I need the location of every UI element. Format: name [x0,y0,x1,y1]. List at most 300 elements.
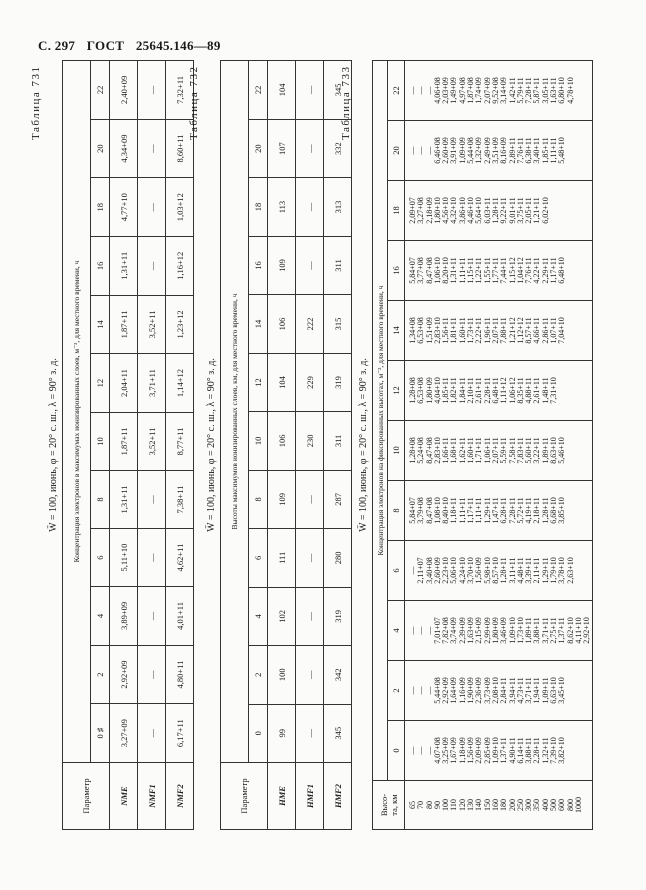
column-value: 1,79+10 [549,557,559,584]
column-value: 1,67+09 [449,737,459,764]
table-row [324,61,352,830]
column-value: 1,37+11 [557,617,567,644]
value-cell: 1,03+12 [166,178,194,237]
column-value: 2,89+11 [507,137,517,164]
column-value: 1,09+09 [457,137,467,164]
column-value: — [424,686,434,695]
column-value: 1,16+09 [457,677,467,704]
column-value: 70 [416,801,426,809]
column-value: 8,62+10 [565,617,575,644]
values-column [405,301,593,361]
column-value: 1,73+10 [515,617,525,644]
column-value: 2,03+09 [441,77,451,104]
table-733-data-row [405,61,593,830]
hour-cell: 0 [388,721,405,781]
column-value: 5,84+07 [408,257,417,284]
value-cell: — [138,470,166,528]
column-value: 1,87+08 [466,77,476,104]
column-value: — [416,746,426,755]
column-value: 3,25+09 [441,737,451,764]
column-value: 7,31+10 [549,377,559,404]
column-value: 8,47+08 [424,437,434,464]
hour-cell: 6 [91,529,110,587]
param-header: Параметр [63,763,110,830]
column-value: 1,68+11 [449,437,459,464]
column-value: 7,28+11 [507,497,517,524]
values-column [405,481,593,541]
hour-cell: 14 [249,295,268,353]
column-value: 8,57+11 [524,317,534,344]
column-value: 3,45+10 [557,677,567,704]
column-value: 3,88+11 [532,617,542,644]
value-cell: — [296,119,324,177]
hour-cell: 18 [388,181,405,241]
table-row [268,61,296,830]
column-value: — [408,566,417,575]
column-value: 2,18+09 [424,197,434,224]
table-row [138,61,166,830]
column-value: 2,86+11 [540,317,550,344]
column-value: 2,07+11 [490,317,500,344]
column-value: 2,39+09 [457,617,467,644]
column-value: 5,44+08 [466,137,476,164]
column-value: 1,11+11 [474,497,484,524]
column-value: 5,98+10 [482,557,492,584]
column-value: 350 [532,799,542,811]
column-value: 3,75+11 [515,197,525,224]
param-name-cell: HME [268,763,296,830]
hour-cell: 4 [91,587,110,646]
column-value: 2,09+07 [408,197,417,224]
column-value: 1,15+11 [466,257,476,284]
column-value: 1,17+11 [549,257,559,284]
value-cell: — [138,237,166,296]
column-value: 90 [432,801,442,809]
column-value: 1,11+11 [457,497,467,524]
column-value: 1,48+11 [540,377,550,404]
hour-cell: 8 [388,481,405,541]
value-cell: 2,40+09 [110,61,138,120]
column-value: 7,28+11 [524,77,534,104]
value-cell: 99 [268,704,296,762]
column-value: 3,88+11 [524,737,534,764]
column-value: 500 [549,799,559,811]
hour-cell: 10 [249,412,268,470]
hour-cell: 2 [249,646,268,704]
column-value: 2,29+11 [540,257,550,284]
column-value: 1,80+09 [424,377,434,404]
column-value: 1,31+11 [449,257,459,284]
param-header: Параметр [221,763,268,830]
column-value: 6,53+08 [416,377,426,404]
column-value: 300 [524,799,534,811]
hours-row [249,61,268,830]
column-value: 2,61+11 [532,377,542,404]
standard-code: 25645.146—89 [135,38,221,53]
column-value: 120 [457,799,467,811]
column-value: 5,06+10 [449,557,459,584]
column-value: 3,71+11 [524,677,534,704]
value-cell: 5,11+10 [110,529,138,587]
value-cell: — [138,61,166,120]
hour-cell: 18 [91,178,110,237]
column-value: 7,76+11 [524,257,534,284]
value-cell: 1,31+11 [110,470,138,528]
value-cell: 1,87+11 [110,412,138,470]
column-value: 140 [474,799,484,811]
column-value: 2,28+11 [482,377,492,404]
column-value: 9,22+11 [499,197,509,224]
value-cell: 315 [324,295,352,353]
param-name-cell: NMF2 [166,763,194,830]
column-value: 8,16+09 [499,137,509,164]
column-value: 3,73+09 [482,677,492,704]
hour-cell: 20 [91,119,110,178]
column-value: 1,18+09 [457,737,467,764]
value-cell: — [296,704,324,762]
column-value: 110 [449,799,459,811]
hours-row [388,61,405,830]
column-value: 2,05+11 [524,197,534,224]
hour-cell: 14 [388,301,405,361]
hour-cell: 22 [388,61,405,121]
column-value: 6,80+10 [557,77,567,104]
hour-cell: 12 [91,354,110,413]
hour-cell: 22 [91,61,110,120]
column-value: 1,56+09 [466,737,476,764]
page-number: С. 297 [38,38,76,53]
column-value: 1,60+11 [466,437,476,464]
column-value: 6,46+08 [432,137,442,164]
column-value: 2,10+11 [466,377,476,404]
column-value: — [424,86,434,95]
hour-cell: 16 [91,237,110,296]
rotated-page-content [28,50,628,840]
column-value: 130 [466,799,476,811]
values-column [405,421,593,481]
column-value: 3,39+11 [524,557,534,584]
column-value: 1,73+11 [466,317,476,344]
column-value: 9,52+08 [490,77,500,104]
column-value: 3,79+08 [416,497,426,524]
column-value: 3,74+09 [449,617,459,644]
column-value: 7,04+10 [557,317,567,344]
column-value: 1,37+11 [499,737,509,764]
hour-cell: 10 [388,421,405,481]
column-value: 2,18+11 [532,497,542,524]
value-cell: 7,32+11 [166,61,194,120]
column-value: 8,57+10 [490,557,500,584]
column-value: 1000 [573,797,583,813]
column-value: 6,38+11 [524,137,534,164]
value-cell: 345 [324,704,352,762]
value-cell: 6,17+11 [166,704,194,763]
column-value: 1,17+11 [466,497,476,524]
column-value: — [408,746,417,755]
hour-cell: 16 [249,236,268,294]
hour-cell: 6 [388,541,405,601]
column-value: 7,58+11 [507,437,517,464]
column-value: 3,91+09 [449,137,459,164]
column-value: 2,63+10 [565,557,575,584]
value-cell: 106 [268,295,296,353]
column-value: 2,83+10 [432,317,442,344]
column-value: 6,48+11 [490,377,500,404]
value-cell: 2,92+09 [110,645,138,704]
value-cell: 230 [296,412,324,470]
column-value: 2,11+07 [416,557,426,584]
column-value: 2,92+10 [582,617,592,644]
column-value: 5,24+08 [416,437,426,464]
column-value: 1,29+11 [482,497,492,524]
table-row [166,61,194,830]
column-value: 8,47+08 [424,497,434,524]
hours-row [91,61,110,830]
hour-cell: 14 [91,295,110,354]
values-column [405,541,593,601]
value-cell: 3,71+11 [138,354,166,413]
value-cell: 1,16+12 [166,237,194,296]
column-value: 4,66+11 [532,317,542,344]
value-cell: — [296,646,324,704]
column-value: 1,66+11 [441,437,451,464]
column-value: 6,03+11 [482,197,492,224]
column-value: 3,11+11 [507,557,517,584]
column-value: 6,02+10 [540,197,550,224]
column-value: 3,14+09 [499,77,509,104]
value-cell: 229 [296,353,324,411]
value-cell: — [296,587,324,645]
column-value: 1,08+10 [432,497,442,524]
hour-cell: 4 [388,601,405,661]
column-value: 7,82+08 [441,617,451,644]
value-cell: 111 [268,529,296,587]
column-value: 2,92+09 [441,677,451,704]
column-value: 5,44+08 [432,677,442,704]
hour-cell: 2 [91,645,110,704]
value-cell: 109 [268,470,296,528]
value-cell: 280 [324,529,352,587]
hour-cell: 0 [249,704,268,762]
column-value: 3,71+11 [540,617,550,644]
column-value: 4,78+10 [565,77,575,104]
column-value: 1,12+12 [515,317,525,344]
column-value: — [424,146,434,155]
value-cell: 311 [324,412,352,470]
column-value: 8,47+08 [424,257,434,284]
value-cell: 287 [324,470,352,528]
value-cell: — [138,645,166,704]
column-value: 1,04+12 [515,257,525,284]
column-value: 160 [490,799,500,811]
param-name-cell: NMF1 [138,763,166,830]
column-value: 5,87+11 [532,77,542,104]
column-value: 1,62+11 [457,437,467,464]
column-value: 1,06+11 [482,437,492,464]
column-value: 1,06+10 [432,257,442,284]
column-value: 5,79+11 [515,77,525,104]
column-value: 4,46+10 [466,197,476,224]
column-value: 1,94+11 [532,677,542,704]
column-value: 150 [482,799,492,811]
column-value: 1,22+11 [474,257,484,284]
table-731 [62,60,194,830]
value-cell: — [138,704,166,763]
column-value: 1,51+09 [424,317,434,344]
column-value: 6,28+11 [499,497,509,524]
column-value: 5,59+11 [499,437,509,464]
column-value: 3,51+09 [490,137,500,164]
table-731-body [110,61,194,830]
column-value: 250 [515,799,525,811]
value-cell: 4,77+10 [110,178,138,237]
table-733-subtitle: W̄ = 100, июнь, φ = 20° с. ш., λ = 90° з. д. [358,358,369,532]
column-value: 5,48+10 [557,137,567,164]
hour-cell: 2 [388,661,405,721]
column-value: 6,68+10 [549,497,559,524]
column-value: 4,90+11 [507,737,517,764]
column-value: 600 [557,799,567,811]
column-value: 3,40+11 [532,137,542,164]
column-value: 1,71+11 [474,437,484,464]
column-value: — [408,146,417,155]
column-value: 4,07+08 [432,737,442,764]
column-value: 2,60+09 [441,137,451,164]
column-value: 1,21+11 [532,197,542,224]
value-cell: 3,27+09 [110,704,138,763]
value-cell: 1,14+12 [166,354,194,413]
column-value: 1,63+11 [549,77,559,104]
hour-cell: 6 [249,529,268,587]
column-value: 3,22+11 [532,437,542,464]
column-value: 1,64+09 [449,677,459,704]
column-value: 7,88+11 [499,317,509,344]
column-value: 1,07+11 [549,317,559,344]
column-value: 6,53+08 [416,317,426,344]
hour-cell: 20 [388,121,405,181]
column-value: 1,09+11 [540,677,550,704]
column-value: 4,32+10 [449,197,459,224]
column-value: 1,18+11 [449,497,459,524]
value-cell: — [138,119,166,178]
hour-cell: 12 [388,361,405,421]
value-cell: 8,60+11 [166,119,194,178]
column-value: 1,84+11 [457,377,467,404]
value-cell: 4,62+11 [166,529,194,587]
column-value: 4,56+10 [441,197,451,224]
table-732-body [268,61,352,830]
column-value: 2,15+09 [474,617,484,644]
table-row [110,61,138,830]
value-cell: 109 [268,236,296,294]
hour-cell: 16 [388,241,405,301]
column-value: 180 [499,799,509,811]
column-value: — [424,626,434,635]
column-value: 4,04+10 [432,377,442,404]
column-value: 1,09+10 [490,737,500,764]
column-value: 5,60+11 [524,437,534,464]
column-value: 2,49+09 [482,137,492,164]
column-value: — [408,686,417,695]
column-value: 3,27+08 [416,197,426,224]
values-column [405,721,593,781]
column-value: 5,84+07 [408,497,417,524]
column-value: 3,70+10 [466,557,476,584]
column-value: 2,60+09 [432,557,442,584]
values-column [405,241,593,301]
value-cell: 1,87+11 [110,295,138,354]
values-column [405,601,593,661]
column-value: 2,22+11 [474,317,484,344]
column-value: 9,01+11 [507,197,517,224]
values-column [405,181,593,241]
table-731-caption: Таблица 731 [30,65,42,140]
value-cell: 222 [296,295,324,353]
value-cell: — [296,470,324,528]
table-732-subtitle: W̄ = 100, июнь, φ = 20° с. ш., λ = 90° з. д. [206,358,217,532]
column-value: 1,11+11 [457,257,467,284]
height-header: Высо- та, км [373,781,405,830]
value-cell: 345 [324,61,352,120]
column-value: 1,85+11 [441,377,451,404]
column-value: 4,48+11 [515,557,525,584]
hour-cell: 0 ♯ [91,704,110,763]
column-value: 200 [507,799,517,811]
value-cell: 2,04+11 [110,354,138,413]
column-value: 4,88+11 [524,377,534,404]
column-value: — [416,146,426,155]
column-value: 7,01+07 [432,617,442,644]
column-value: 2,28+11 [532,737,542,764]
column-value: 1,60+11 [457,317,467,344]
column-value: 65 [408,801,417,809]
value-cell: 332 [324,119,352,177]
hour-cell: 12 [249,353,268,411]
column-value: — [408,86,417,95]
column-value: 800 [565,799,575,811]
value-cell: — [296,236,324,294]
column-value: 1,28+08 [408,437,417,464]
column-value: 3,82+10 [557,737,567,764]
value-cell: 107 [268,119,296,177]
column-value: 100 [441,799,451,811]
table-733-caption: Таблица 733 [340,65,352,140]
param-name-cell: NME [110,763,138,830]
column-value: 4,11+10 [573,617,583,644]
column-value: 3,77+08 [416,257,426,284]
column-value: 4,19+11 [524,497,534,524]
column-value: 1,55+11 [482,257,492,284]
column-value: 1,74+09 [474,77,484,104]
values-column [405,661,593,721]
column-value: 1,80+09 [490,617,500,644]
value-cell: 319 [324,353,352,411]
column-value: 5,64+10 [474,197,484,224]
column-value: 1,89+11 [524,617,534,644]
value-cell: 342 [324,646,352,704]
column-value: 1,15+12 [507,257,517,284]
column-value: 2,07+11 [490,437,500,464]
column-value: 6,63+10 [549,677,559,704]
table-733-band: Концентрация электронов на фиксированных высотах, м⁻³, для местного времени, ч [373,61,388,781]
column-value: 5,72+11 [515,497,525,524]
column-value: — [416,626,426,635]
hour-cell: 8 [249,470,268,528]
value-cell: — [296,61,324,120]
value-cell: — [296,529,324,587]
value-cell: 313 [324,178,352,236]
column-value: 4,06+08 [432,77,442,104]
